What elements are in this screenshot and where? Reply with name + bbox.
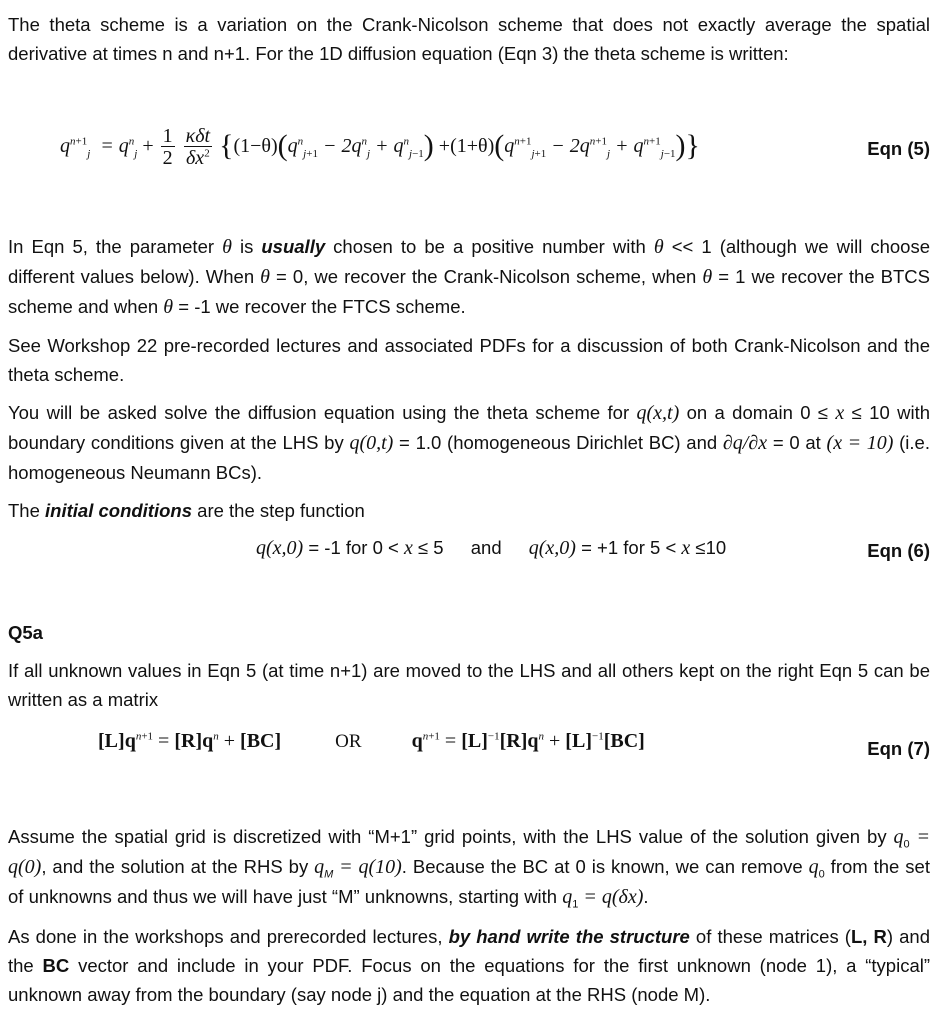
grid-paragraph: Assume the spatial grid is discretized with “M+1” grid points, with the LHS value of the solution given by $q_0 = q(0)$, and the solution at the RHS by $q_M = q(10)$. Because the BC at 0 is known, we can remove $q_0$ from the set of unknowns and thus we will have just “M” unknowns, starting with $q_1 = q(\delta x)$. [8,826,930,911]
equation-7: $[L]q^{n+1} = [R]q^n + [BC]$ OR $q^{n+1} = [L]^{-1}[R]q^n + [L]^{-1}[BC]$ [98,730,645,752]
intro-paragraph: The theta scheme is a variation on the Crank-Nicolson scheme that does not exactly average the spatial derivative at times n and n+1. For the 1D diffusion equation (Eqn 3) the theta scheme is written: [8,14,930,64]
theta-paragraph: In Eqn 5, the parameter θ is usually chosen to be a positive number with θ << 1 (although we will choose different values below). When θ = 0, we recover the Crank-Nicolson scheme, when θ = 1 we recover the BTCS scheme and when θ = -1 we recover the FTCS scheme. [8,236,931,318]
q5a-paragraph: If all unknown values in Eqn 5 (at time n+1) are moved to the LHS and all others kept on the right Eqn 5 can be written as a matrix [8,660,930,710]
eqn7-label: Eqn (7) [867,738,930,759]
eqn5-label: Eqn (5) [867,138,930,159]
initial-conditions-paragraph: The initial conditions are the step function [8,500,365,521]
see-workshop-paragraph: See Workshop 22 pre-recorded lectures and associated PDFs for a discussion of both Crank-Nicolson and the theta scheme. [8,335,930,385]
solve-paragraph: You will be asked solve the diffusion equation using the theta scheme for q(x,t) on a domain 0 ≤ x ≤ 10 with boundary conditions given at the LHS by q(0,t) = 1.0 (homogeneous Dirichlet BC) and ∂q/∂x = 0 at (x = 10) (i.e. homogeneous Neumann BCs). [8,402,930,483]
eqn6-label: Eqn (6) [867,540,930,561]
equation-6: q(x,0) = -1 for 0 < x ≤ 5 and q(x,0) = +1 for 5 < x ≤10 [256,537,727,559]
equation-5: $q^{n+1}_j = q^n_j$ + $\frac{1}{2}$ $\frac{\text{κδt}}{\delta x^2}$ $\{(1-\theta)(q^n_{j+1} - 2q^n_j + q^n_{j-1}) +(1+\theta)(q^{n+1}_{j+1} - 2q^{n+1}_j + q^{n+1}_{j-1})\}$ [60,125,700,169]
q5a-heading: Q5a [8,622,43,643]
hand-write-paragraph: As done in the workshops and prerecorded lectures, by hand write the structure of these matrices (L, R) and the BC vector and include in your PDF. Focus on the equations for the first unknown (node 1), a “typical” unknown away from the boundary (say node j) and the equation at the RHS (node M). [8,926,931,1005]
